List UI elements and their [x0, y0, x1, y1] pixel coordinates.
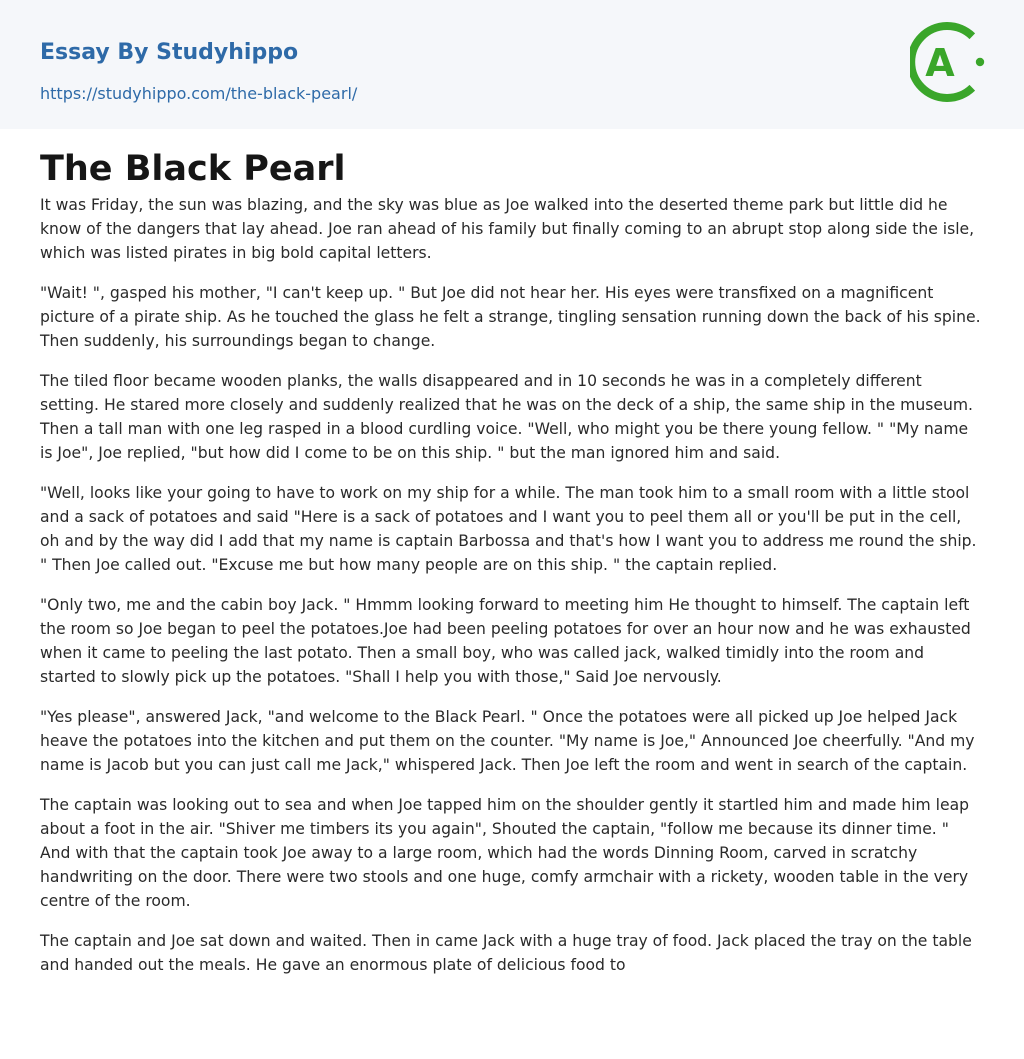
brand-title[interactable]: Essay By Studyhippo [40, 40, 299, 65]
studyhippo-logo-icon[interactable] [910, 18, 988, 106]
paragraph-list [40, 193, 984, 977]
logo-letter: A [925, 41, 955, 85]
page-title: The Black Pearl [40, 149, 346, 189]
paragraph: It was Friday, the sun was blazing, and the sky was blue as Joe walked into the deserted theme park but little did he know of the dangers that lay ahead. Joe ran ahead of his family but finally coming to an abrupt stop along side the isle, which was listed pirates in big bold capital letters. [40, 196, 975, 262]
paragraph: "Well, looks like your going to have to work on my ship for a while. The man took him to a small room with a little stool and a sack of potatoes and said "Here is a sack of potatoes and I want you to peel them all or you'll be put in the cell, oh and by the way did I add that my name is captain Barbossa and that's how I want you to address me round the ship. " Then Joe called out. "Excuse me but how many people are on this ship. " the captain replied. [40, 484, 977, 574]
paragraph: The tiled floor became wooden planks, the walls disappeared and in 10 seconds he was in a completely different setting. He stared more closely and suddenly realized that he was on the deck of a ship, the same ship in the museum. Then a tall man with one leg rasped in a blood curdling voice. "Well, who might you be there young fellow. " "My name is Joe", Joe replied, "but how did I come to be on this ship. " but the man ignored him and said. [40, 372, 973, 462]
paragraph: "Wait! ", gasped his mother, "I can't keep up. " But Joe did not hear her. His eyes were transfixed on a magnificent picture of a pirate ship. As he touched the glass he felt a strange, tingling sensation running down the back of his spine. Then suddenly, his surroundings began to change. [40, 284, 981, 350]
essay-url-link[interactable]: https://studyhippo.com/the-black-pearl/ [40, 84, 358, 103]
paragraph: The captain and Joe sat down and waited. Then in came Jack with a huge tray of food. Jack placed the tray on the table and handed out the meals. He gave an enormous plate of delicious food to [40, 932, 972, 974]
article-body [0, 129, 1024, 977]
paragraph: "Yes please", answered Jack, "and welcome to the Black Pearl. " Once the potatoes were all picked up Joe helped Jack heave the potatoes into the kitchen and put them on the counter. "My name is Joe," Announced Joe cheerfully. "And my name is Jacob but you can just call me Jack," whispered Jack. Then Joe left the room and went in search of the captain. [40, 708, 975, 774]
paragraph: "Only two, me and the cabin boy Jack. " Hmmm looking forward to meeting him He thought to himself. The captain left the room so Joe began to peel the potatoes.Joe had been peeling potatoes for over an hour now and he was exhausted when it came to peeling the last potato. Then a small boy, who was called jack, walked timidly into the room and started to slowly pick up the potatoes. "Shall I help you with those," Said Joe nervously. [40, 596, 971, 686]
paragraph: The captain was looking out to sea and when Joe tapped him on the shoulder gently it startled him and made him leap about a foot in the air. "Shiver me timbers its you again", Shouted the captain, "follow me because its dinner time. " And with that the captain took Joe away to a large room, which had the words Dinning Room, carved in scratchy handwriting on the door. There were two stools and one huge, comfy armchair with a rickety, wooden table in the very centre of the room. [40, 796, 970, 910]
site-header [0, 0, 1024, 129]
